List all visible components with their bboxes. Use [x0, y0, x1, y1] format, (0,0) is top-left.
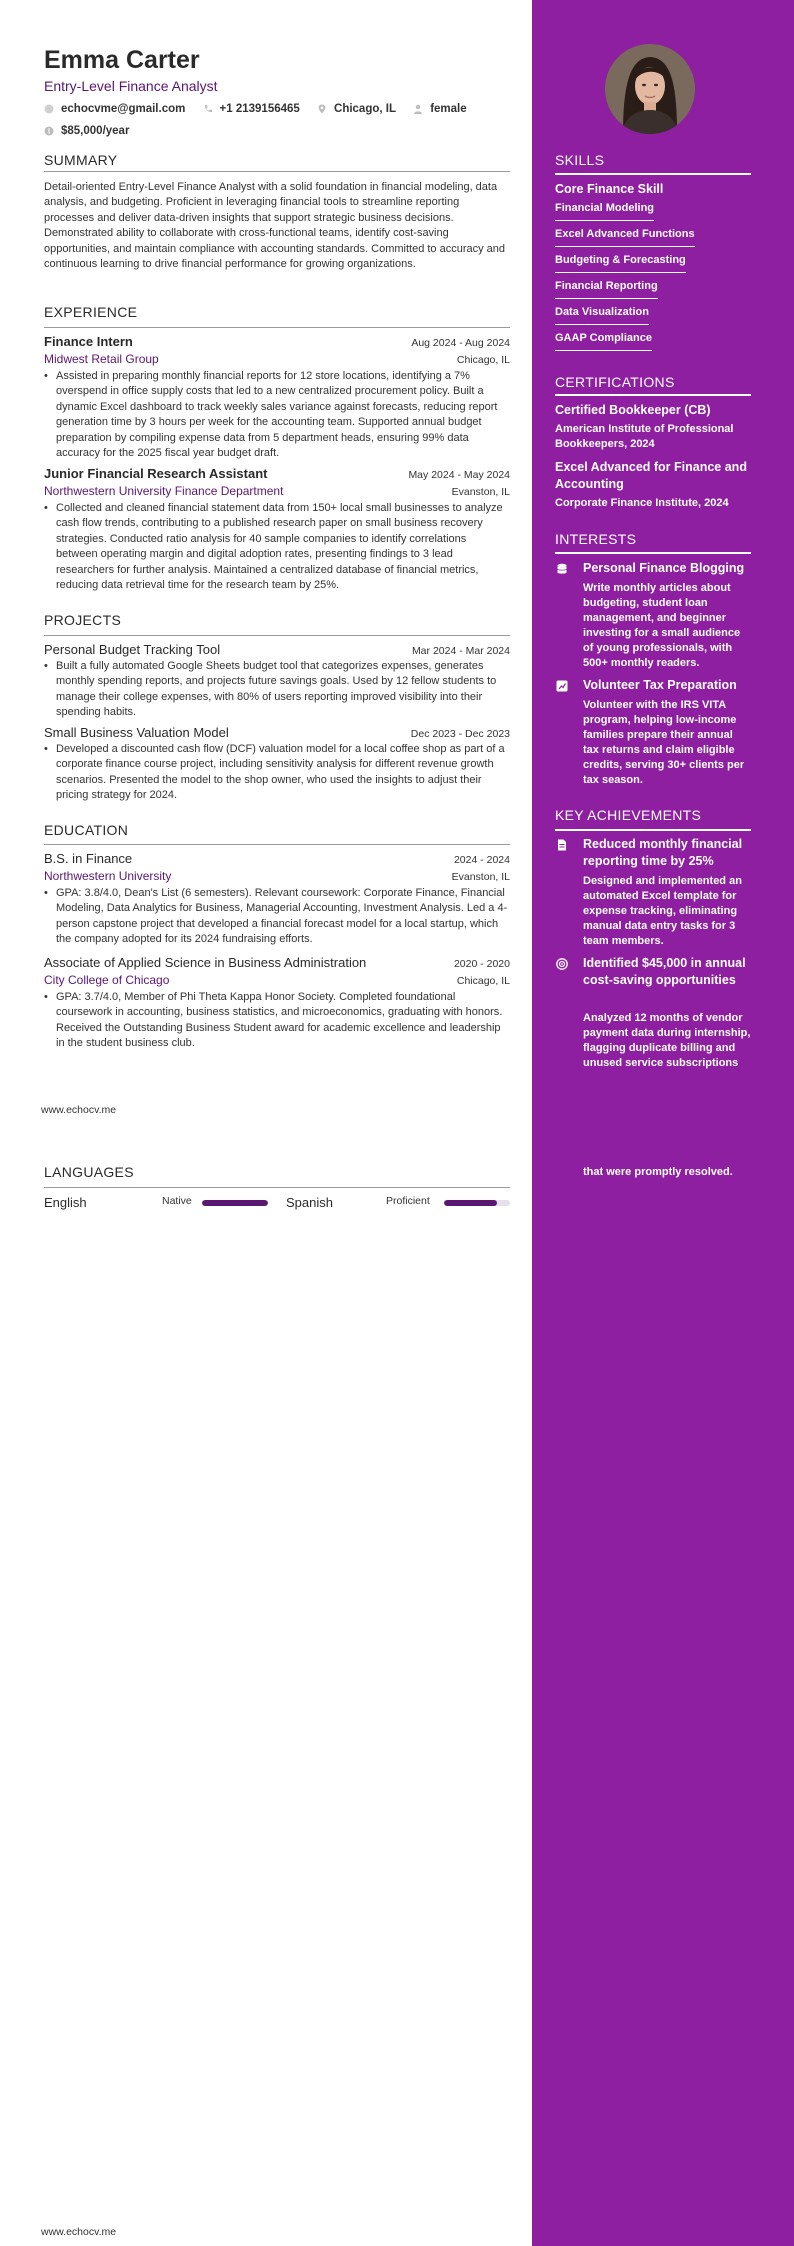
project-item [44, 725, 510, 804]
interest-name: Personal Finance Blogging [583, 561, 745, 575]
experience-bullet: • Assisted in preparing monthly financial reports for 12 store locations, identifying a 7% overspend in office supply costs that led to a new centralized procurement policy. Built a dynamic Excel dashboard to track weekly sales variance against forecasts, reducing report generation time by 3 hours per week for the accounting team. Supported annual budget preparation by compiling expense data from 5 department heads, ensuring 99% data accuracy for the 2025 fiscal year budget draft. [44, 369, 510, 461]
experience-role: Junior Financial Research Assistant [44, 466, 268, 481]
achievement-title: Identified $45,000 in annual cost-saving opportunities [583, 956, 746, 987]
interest-description: Write monthly articles about budgeting, student loan management, and beginner investing for a small audience of young professionals, with 500+ monthly readers. [583, 582, 741, 669]
experience-dates: May 2024 - May 2024 [408, 469, 510, 481]
skills-group-title: Core Finance Skill [555, 182, 664, 196]
certifications-heading: CERTIFICATIONS [555, 374, 675, 390]
experience-divider [44, 327, 510, 328]
skills-heading: SKILLS [555, 152, 605, 168]
summary-heading: SUMMARY [44, 152, 118, 168]
experience-org: Midwest Retail Group [44, 352, 159, 366]
experience-role: Finance Intern [44, 334, 133, 349]
certification-name: Certified Bookkeeper (CB) [555, 403, 711, 417]
summary-divider [44, 171, 510, 172]
project-dates: Mar 2024 - Mar 2024 [411, 645, 510, 657]
achievement-description: Designed and implemented an automated Excel template for expense tracking, eliminating manual data entry tasks for 3 team members. [583, 875, 742, 947]
gender-text: female [430, 103, 467, 115]
project-dates: Dec 2023 - Dec 2023 [410, 728, 510, 740]
experience-location: Evanston, IL [451, 486, 510, 498]
achievements-heading: KEY ACHIEVEMENTS [555, 807, 702, 823]
avatar-portrait-image [605, 44, 695, 134]
skill-item: Excel Advanced Functions [555, 228, 695, 247]
certifications-divider [555, 394, 751, 396]
salary-icon [44, 126, 54, 136]
education-bullet: • GPA: 3.8/4.0, Dean's List (6 semesters). Relevant coursework: Corporate Finance, Financial Modeling, Data Analytics for Business, Managerial Accounting, Investment Analysis. Led a 4-person capstone project that developed a financial forecast model for a local startup, which the company adopted for its 2024 fundraising efforts. [44, 886, 510, 948]
interests-heading: INTERESTS [555, 531, 637, 547]
document-icon [556, 839, 568, 851]
location-text: Chicago, IL [334, 103, 396, 115]
phone-text: +1 2139156465 [219, 103, 300, 115]
skill-item: Budgeting & Forecasting [555, 254, 686, 273]
education-location: Evanston, IL [451, 871, 510, 883]
salary-text: $85,000/year [61, 125, 130, 137]
skill-item: Financial Modeling [555, 202, 654, 221]
location-pin-icon [317, 104, 327, 114]
job-title: Entry-Level Finance Analyst [44, 78, 218, 94]
experience-heading: EXPERIENCE [44, 304, 138, 320]
project-name: Personal Budget Tracking Tool [44, 642, 221, 657]
achievement-title: Reduced monthly financial reporting time by 25% [583, 837, 743, 868]
language-level: Native [162, 1195, 192, 1207]
language-proficiency-bar [202, 1200, 268, 1206]
education-item [44, 851, 510, 948]
person-icon [413, 104, 423, 114]
experience-bullet: • Collected and cleaned financial statement data from 150+ local small businesses to analyze cash flow trends, contributing to a published research paper on small business recovery strategies. Conducted ratio analysis for 40 sample companies to identify correlations between operating margin and digital adoption rates, presenting findings to 3 lead researchers for further analysis. Maintained a centralized database of financial metrics, reducing data retrieval time for the research team by 25%. [44, 501, 510, 593]
certification-name: Excel Advanced for Finance and Accounting [555, 460, 747, 491]
experience-item [44, 466, 510, 593]
education-location: Chicago, IL [456, 975, 510, 987]
skill-item: GAAP Compliance [555, 332, 652, 351]
experience-org: Northwestern University Finance Department [44, 484, 284, 498]
achievement-description: Analyzed 12 months of vendor payment data during internship, flagging duplicate billing and unused service subscriptions [583, 1012, 751, 1069]
chart-icon [556, 680, 568, 692]
avatar [605, 44, 695, 134]
achievement-description-continued: that were promptly resolved. [583, 1166, 733, 1178]
database-icon [556, 563, 568, 575]
education-dates: 2020 - 2020 [453, 958, 510, 970]
project-item [44, 642, 510, 721]
certification-issuer: American Institute of Professional Bookkeepers, 2024 [555, 423, 734, 450]
footer-website-link-bottom[interactable]: www.echocv.me [41, 2226, 117, 2238]
summary-text: Detail-oriented Entry-Level Finance Analyst with a solid foundation in financial modeling, data analysis, and budgeting. Proficient in leveraging financial tools to streamline reporting processes and deliver data-driven insights that support strategic business decisions. Demonstrated ability to collaborate with cross-functional teams, identify cost-saving opportunities, and maintain compliance with accounting standards. Committed to accuracy and continuous learning to drive financial performance for growing organizations. [44, 181, 506, 271]
education-degree: Associate of Applied Science in Business Administration [44, 955, 367, 970]
target-icon [556, 958, 568, 970]
contact-info [44, 99, 510, 143]
interest-description: Volunteer with the IRS VITA program, helping low-income families prepare their annual tax returns and claim eligible credits, serving 30+ clients per tax season. [583, 699, 745, 786]
experience-item [44, 334, 510, 461]
education-dates: 2024 - 2024 [453, 854, 510, 866]
experience-location: Chicago, IL [456, 354, 510, 366]
languages-divider [44, 1187, 510, 1188]
project-name: Small Business Valuation Model [44, 725, 229, 740]
candidate-name: Emma Carter [44, 46, 200, 74]
email-text: echocvme@gmail.com [61, 103, 186, 115]
language-name: English [44, 1195, 87, 1210]
language-row [44, 1195, 510, 1211]
language-level: Proficient [386, 1195, 430, 1207]
education-heading: EDUCATION [44, 822, 129, 838]
email-icon [44, 104, 54, 114]
certification-issuer: Corporate Finance Institute, 2024 [555, 497, 729, 509]
project-bullet: • Developed a discounted cash flow (DCF) valuation model for a local coffee shop as part of a corporate finance course project, including sensitivity analysis for different revenue growth scenarios. Presented the model to the shop owner, who used the insights to adjust their pricing strategy for 2024. [44, 742, 510, 804]
education-degree: B.S. in Finance [44, 851, 133, 866]
education-bullet: • GPA: 3.7/4.0, Member of Phi Theta Kappa Honor Society. Completed foundational coursework in accounting, business statistics, and microeconomics, graduating with honors. Received the Outstanding Business Student award for academic excellence and leadership in the student business club. [44, 990, 510, 1052]
education-school: City College of Chicago [44, 973, 170, 987]
achievements-divider [555, 829, 751, 831]
skills-divider [555, 173, 751, 175]
languages-heading: LANGUAGES [44, 1164, 134, 1180]
interest-name: Volunteer Tax Preparation [583, 678, 737, 692]
skill-item: Financial Reporting [555, 280, 658, 299]
experience-dates: Aug 2024 - Aug 2024 [411, 337, 510, 349]
project-bullet: • Built a fully automated Google Sheets budget tool that categorizes expenses, generates monthly spending reports, and projects future savings goals. Used by 12 fellow students to manage their college expenses, with 80% of users reporting improved visibility into their spending habits. [44, 659, 510, 721]
language-name: Spanish [286, 1195, 333, 1210]
education-school: Northwestern University [44, 869, 172, 883]
education-item [44, 955, 510, 1052]
projects-divider [44, 635, 510, 636]
language-proficiency-bar [444, 1200, 510, 1206]
skill-item: Data Visualization [555, 306, 649, 325]
phone-icon [203, 104, 213, 114]
interests-divider [555, 552, 751, 554]
footer-website-link[interactable]: www.echocv.me [41, 1104, 117, 1116]
projects-heading: PROJECTS [44, 612, 122, 628]
education-divider [44, 844, 510, 845]
